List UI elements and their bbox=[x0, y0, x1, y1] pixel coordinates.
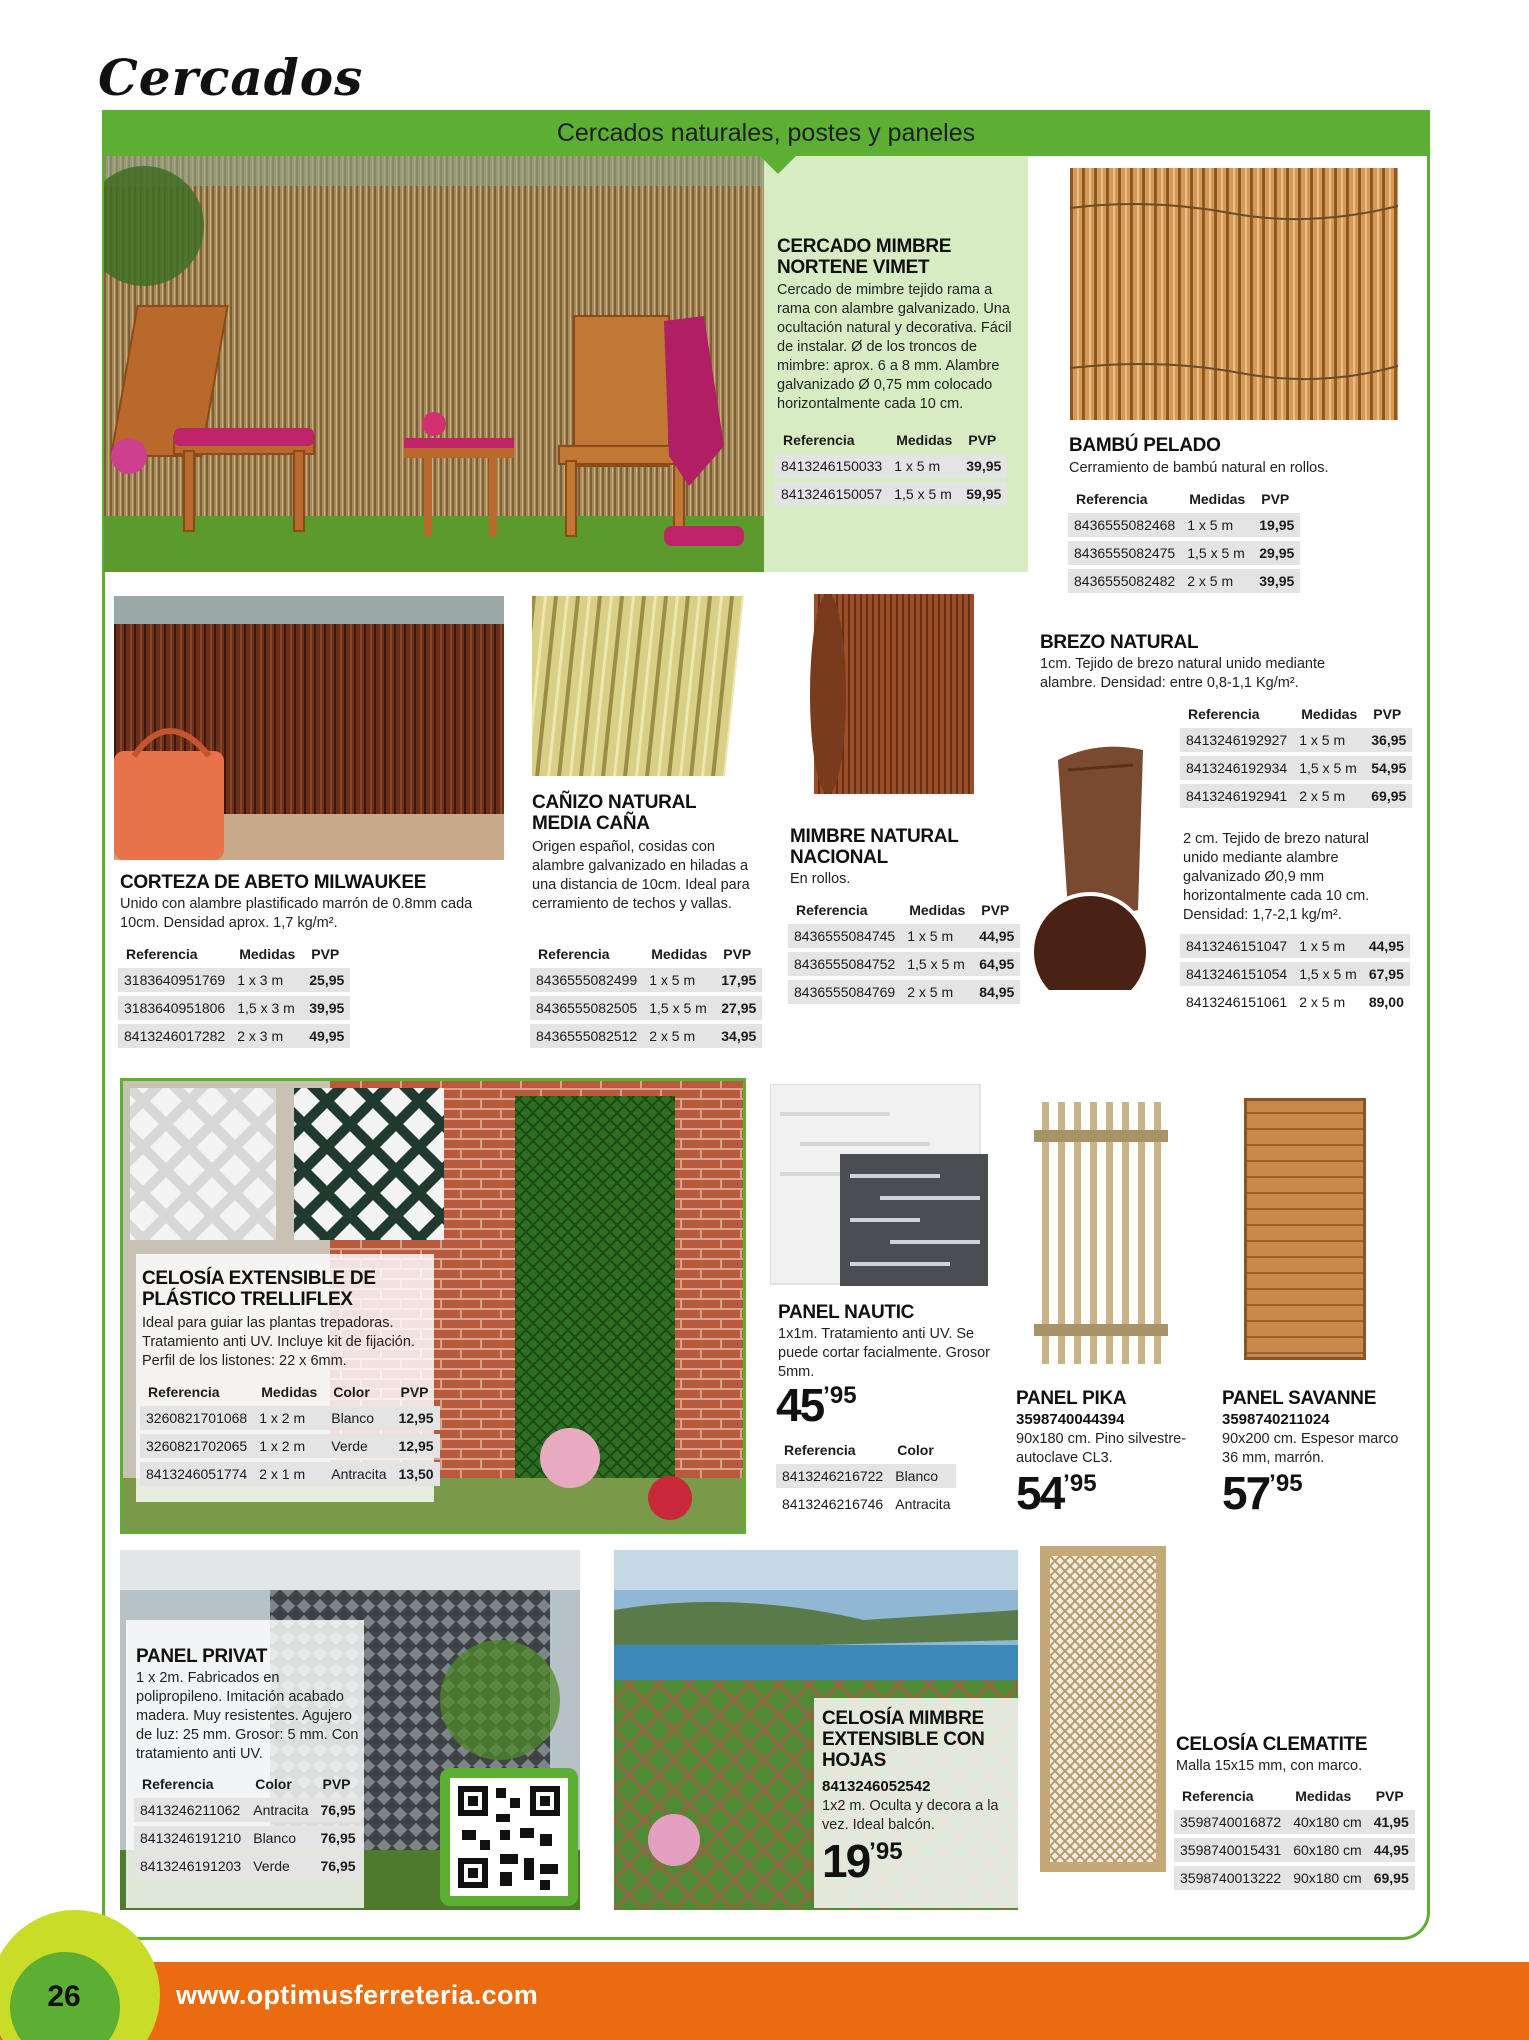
mimbre-table: Referencia Medidas PVP 8436555084745 1 x 5 m 44,95 8436555084752 1,5 x 5 m 64,95 8436555084769 2 x 5 m 84,95 bbox=[788, 896, 1020, 1008]
clematite-table: Referencia Medidas PVP 3598740016872 40x180 cm 41,95 3598740015431 60x180 cm 44,95 3598740013222 90x180 cm 69,95 bbox=[1174, 1782, 1415, 1894]
table-row: 8413246216746 Antracita bbox=[776, 1492, 956, 1516]
garden-fence-photo bbox=[104, 156, 764, 572]
clematite-photo bbox=[1040, 1546, 1166, 1872]
canizo-photo bbox=[532, 596, 744, 776]
table-row: 8413246192927 1 x 5 m 36,95 bbox=[1180, 728, 1412, 752]
table-row: 8436555082505 1,5 x 5 m 27,95 bbox=[530, 996, 762, 1020]
table-row: 3183640951806 1,5 x 3 m 39,95 bbox=[118, 996, 350, 1020]
savanne-name: PANEL SAVANNE bbox=[1222, 1388, 1377, 1409]
table-row: 3598740016872 40x180 cm 41,95 bbox=[1174, 1810, 1415, 1834]
nortene-desc: Cercado de mimbre tejido rama a rama con alambre galvanizado. Una ocultación natural y decorativa. Fácil de instalar. Ø de los troncos de mimbre: aprox. 6 a 8 mm. Alambre galvanizado Ø 0,75 mm colocado horizontalmente cada 10 cm. bbox=[777, 282, 1012, 412]
mimbre-name: MIMBRE NATURAL NACIONAL bbox=[790, 826, 959, 868]
bambu-name: BAMBÚ PELADO bbox=[1069, 435, 1221, 456]
table-row: 8413246191203 Verde 76,95 bbox=[134, 1854, 362, 1878]
nautic-table: Referencia Color 8413246216722 Blanco 8413246216746 Antracita bbox=[776, 1436, 956, 1520]
pika-name: PANEL PIKA bbox=[1016, 1388, 1127, 1409]
nautic-name: PANEL NAUTIC bbox=[778, 1302, 915, 1323]
corteza-photo bbox=[114, 596, 504, 860]
table-row: 3598740015431 60x180 cm 44,95 bbox=[1174, 1838, 1415, 1862]
table-row: 8436555082499 1 x 5 m 17,95 bbox=[530, 968, 762, 992]
table-row: 8413246192941 2 x 5 m 69,95 bbox=[1180, 784, 1412, 808]
nortene-table: Referencia Medidas PVP 8413246150033 1 x 5 m 39,95 8413246150057 1,5 x 5 m 59,95 bbox=[775, 426, 1007, 510]
privat-desc: 1 x 2m. Fabricados en polipropileno. Imitación acabado madera. Muy resistentes. Agujero de luz: 25 mm. Grosor: 5 mm. Con tratamiento anti UV. bbox=[136, 1670, 359, 1762]
savanne-photo bbox=[1244, 1098, 1366, 1360]
nortene-name: CERCADO MIMBRE NORTENE VIMET bbox=[777, 236, 952, 278]
brezo-name: BREZO NATURAL bbox=[1040, 632, 1199, 653]
banner-pointer bbox=[760, 156, 796, 174]
bambu-desc: Cerramiento de bambú natural en rollos. bbox=[1069, 460, 1329, 476]
table-row: 8413246150033 1 x 5 m 39,95 bbox=[775, 454, 1007, 478]
nautic-price: 45’95 bbox=[776, 1379, 857, 1431]
table-row: 8413246211062 Antracita 76,95 bbox=[134, 1798, 362, 1822]
table-row: 8413246151047 1 x 5 m 44,95 bbox=[1180, 934, 1410, 958]
canizo-name: CAÑIZO NATURAL MEDIA CAÑA bbox=[532, 792, 696, 834]
corteza-name: CORTEZA DE ABETO MILWAUKEE bbox=[120, 872, 427, 893]
brezo-table-2cm bbox=[1180, 930, 1410, 1018]
nautic-photo bbox=[770, 1084, 990, 1288]
table-row: 8436555082512 2 x 5 m 34,95 bbox=[530, 1024, 762, 1048]
bambu-photo bbox=[1070, 168, 1398, 420]
table-row: 8413246191210 Blanco 76,95 bbox=[134, 1826, 362, 1850]
table-row: 8436555082482 2 x 5 m 39,95 bbox=[1068, 569, 1300, 593]
corteza-desc: Unido con alambre plastificado marrón de 0.8mm cada 10cm. Densidad aprox. 1,7 kg/m². bbox=[120, 896, 473, 931]
privat-name: PANEL PRIVAT bbox=[136, 1646, 268, 1667]
brezo-photo bbox=[1028, 740, 1188, 990]
table-row: 8413246150057 1,5 x 5 m 59,95 bbox=[775, 482, 1007, 506]
savanne-price: 57’95 bbox=[1222, 1467, 1303, 1519]
hojas-price: 19’95 bbox=[822, 1835, 903, 1887]
hojas-desc: 1x2 m. Oculta y decora a la vez. Ideal balcón. bbox=[822, 1798, 999, 1833]
privat-table: Referencia Color PVP 8413246211062 Antracita 76,95 8413246191210 Blanco 76,95 8413246191203 Verde 76,95 bbox=[134, 1770, 362, 1882]
table-row: 8413246017282 2 x 3 m 49,95 bbox=[118, 1024, 350, 1048]
table-row: 8413246192934 1,5 x 5 m 54,95 bbox=[1180, 756, 1412, 780]
table-row: 8436555084745 1 x 5 m 44,95 bbox=[788, 924, 1020, 948]
table-row: 8436555082468 1 x 5 m 19,95 bbox=[1068, 513, 1300, 537]
table-row: 8436555082475 1,5 x 5 m 29,95 bbox=[1068, 541, 1300, 565]
corteza-table: Referencia Medidas PVP 3183640951769 1 x 3 m 25,95 3183640951806 1,5 x 3 m 39,95 8413246017282 2 x 3 m 49,95 bbox=[118, 940, 350, 1052]
page-title: Cercados bbox=[98, 48, 364, 107]
table-row: 8413246051774 2 x 1 m Antracita 13,50 bbox=[140, 1462, 440, 1486]
hojas-name: CELOSÍA MIMBRE EXTENSIBLE CON HOJAS bbox=[822, 1708, 985, 1771]
table-row: 3183640951769 1 x 3 m 25,95 bbox=[118, 968, 350, 992]
savanne-ref: 3598740211024 bbox=[1222, 1411, 1330, 1428]
table-row: 3260821702065 1 x 2 m Verde 12,95 bbox=[140, 1434, 440, 1458]
table-row: 8436555084752 1,5 x 5 m 64,95 bbox=[788, 952, 1020, 976]
table-row: 8413246216722 Blanco bbox=[776, 1464, 956, 1488]
trelliflex-desc: Ideal para guiar las plantas trepadoras. Tratamiento anti UV. Incluye kit de fijación. Perfil de los listones: 22 x 6mm. bbox=[142, 1315, 415, 1369]
qr-code-icon[interactable] bbox=[440, 1768, 578, 1906]
clematite-desc: Malla 15x15 mm, con marco. bbox=[1176, 1758, 1363, 1774]
pika-price: 54’95 bbox=[1016, 1467, 1097, 1519]
bambu-table: Referencia Medidas PVP 8436555082468 1 x 5 m 19,95 8436555082475 1,5 x 5 m 29,95 8436555082482 2 x 5 m 39,95 bbox=[1068, 485, 1300, 597]
table-row: 8413246151061 2 x 5 m 89,00 bbox=[1180, 990, 1410, 1014]
savanne-desc: 90x200 cm. Espesor marco 36 mm, marrón. bbox=[1222, 1431, 1399, 1466]
trelliflex-name: CELOSÍA EXTENSIBLE DE PLÁSTICO TRELLIFLEX bbox=[142, 1268, 376, 1310]
table-row: 3598740013222 90x180 cm 69,95 bbox=[1174, 1866, 1415, 1890]
brezo-table-1cm: Referencia Medidas PVP 8413246192927 1 x 5 m 36,95 8413246192934 1,5 x 5 m 54,95 8413246192941 2 x 5 m 69,95 bbox=[1180, 700, 1412, 812]
mimbre-desc: En rollos. bbox=[790, 871, 851, 887]
pika-desc: 90x180 cm. Pino silvestre-autoclave CL3. bbox=[1016, 1431, 1187, 1466]
page-number: 26 bbox=[47, 1980, 81, 2013]
clematite-name: CELOSÍA CLEMATITE bbox=[1176, 1734, 1368, 1755]
table-row: 3260821701068 1 x 2 m Blanco 12,95 bbox=[140, 1406, 440, 1430]
canizo-desc: Origen español, cosidas con alambre galvanizado en hiladas a una distancia de 10cm. Ideal para cerramiento de techos y vallas. bbox=[532, 839, 750, 912]
table-row: 8413246151054 1,5 x 5 m 67,95 bbox=[1180, 962, 1410, 986]
brezo-desc: 1cm. Tejido de brezo natural unido mediante alambre. Densidad: entre 0,8-1,1 Kg/m². bbox=[1040, 656, 1326, 691]
canizo-table: Referencia Medidas PVP 8436555082499 1 x 5 m 17,95 8436555082505 1,5 x 5 m 27,95 8436555082512 2 x 5 m 34,95 bbox=[530, 940, 762, 1052]
mimbre-roll-photo bbox=[806, 590, 976, 800]
pika-photo bbox=[1034, 1102, 1168, 1364]
trelliflex-table: Referencia Medidas Color PVP 3260821701068 1 x 2 m Blanco 12,95 3260821702065 1 x 2 m Verde 12,95 8413246051774 2 x 1 m Antracita 13,50 bbox=[140, 1378, 440, 1490]
section-banner: Cercados naturales, postes y paneles bbox=[102, 110, 1430, 156]
pika-ref: 3598740044394 bbox=[1016, 1411, 1125, 1428]
nautic-desc: 1x1m. Tratamiento anti UV. Se puede cortar facialmente. Grosor 5mm. bbox=[778, 1326, 990, 1380]
website-link[interactable]: www.optimusferreteria.com bbox=[176, 1980, 539, 2010]
brezo-desc-2cm: 2 cm. Tejido de brezo natural unido mediante alambre galvanizado Ø0,9 mm horizontalmente cada 10 cm. Densidad: 1,7-2,1 kg/m². bbox=[1183, 831, 1370, 923]
table-row: 8436555084769 2 x 5 m 84,95 bbox=[788, 980, 1020, 1004]
hojas-ref: 8413246052542 bbox=[822, 1778, 931, 1795]
